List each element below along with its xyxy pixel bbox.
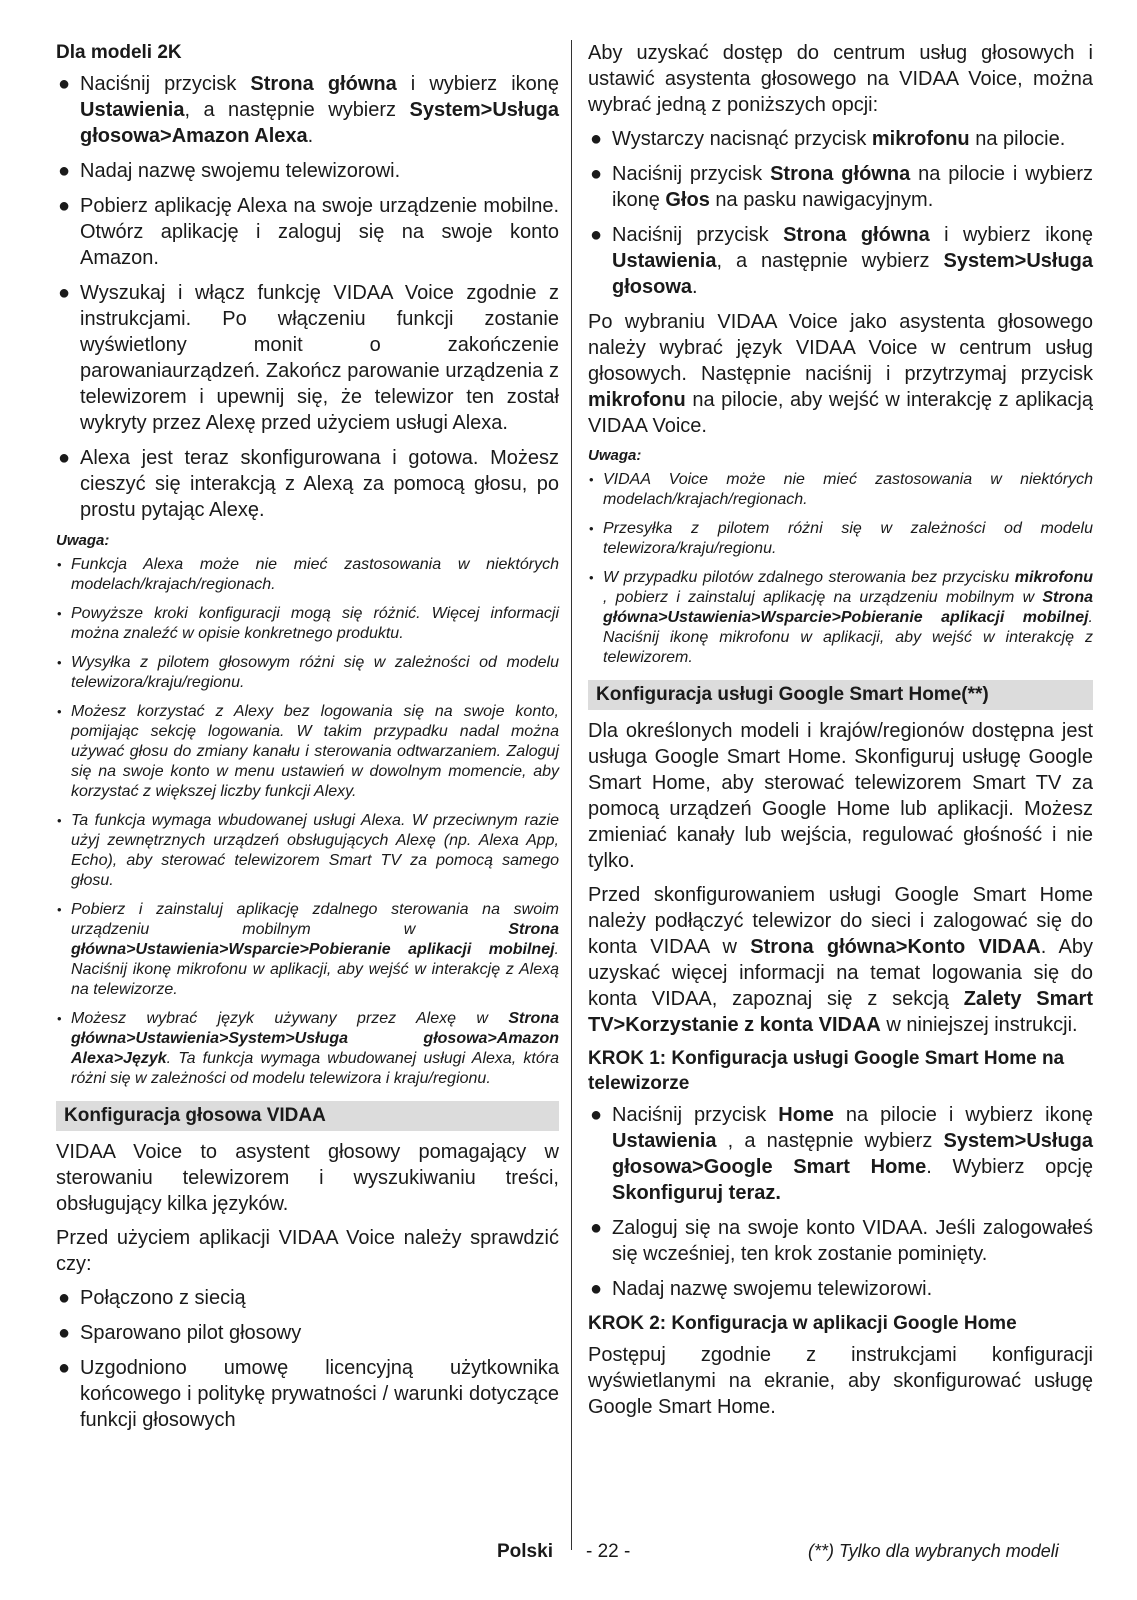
list-item: ● Wyszukaj i włącz funkcję VIDAA Voice zgodnie z instrukcjami. Po włączeniu funkcji zostanie wyświetlony monit o zakończenie parowaniaurządzeń. Zakończ parowanie urządzenia z telewizorem i upewnij się, że telewizor ten został wykryty przez Alexę przed użyciem usługi Alexa. [58, 282, 559, 434]
right-column [588, 40, 1093, 1428]
note-bullet-icon: • [57, 813, 62, 828]
list-item: ● Wystarczy nacisnąć przycisk mikrofonu na pilocie. [590, 128, 1066, 150]
list-item: ● Sparowano pilot głosowy [58, 1322, 302, 1344]
google-section-heading: Konfiguracja usługi Google Smart Home(**) [588, 680, 1093, 710]
note-bullet-icon: • [57, 655, 62, 670]
bullet-icon: ● [58, 73, 71, 95]
note-item: • Pobierz i zainstaluj aplikację zdalnego sterowania na swoim urządzeniu mobilnym w Strona główna>Ustawienia>Wsparcie>Pobieranie aplikacji mobilnej. Naciśnij ikonę mikrofonu w aplikacji, aby wejść w interakcję z Alexą na telewizorze. [57, 901, 559, 998]
list-item: ● Alexa jest teraz skonfigurowana i gotowa. Możesz cieszyć się interakcją z Alexą za pomocą głosu, po prostu pytając Alexę. [58, 447, 559, 521]
bullet-icon: ● [58, 1357, 71, 1379]
note-bullet-icon: • [57, 704, 62, 719]
google-prereq-paragraph: Przed skonfigurowaniem usługi Google Smart Home należy podłączyć telewizor do sieci i zalogować się do konta VIDAA w Strona główna>Konto VIDAA. Aby uzyskać więcej informacji na temat logowania się do konta VIDAA, zapoznaj się z sekcją Zalety Smart TV>Korzystanie z konta VIDAA w niniejszej instrukcji. [588, 884, 1093, 1036]
page-number: - 22 - [586, 1541, 631, 1562]
note-item: • Wysyłka z pilotem głosowym różni się w zależności od modelu telewizora/kraju/regionu. [57, 654, 559, 691]
footer-note: (**) Tylko dla wybranych modeli [808, 1541, 1059, 1561]
left-column [56, 40, 559, 1442]
bullet-icon: ● [590, 1104, 603, 1126]
bullet-icon: ● [590, 1278, 603, 1300]
step2-heading: KROK 2: Konfiguracja w aplikacji Google Home [588, 1313, 1017, 1334]
note-item: • Funkcja Alexa może nie mieć zastosowania w niektórych modelach/krajach/regionach. [57, 556, 559, 593]
voice-center-paragraph: Aby uzyskać dostęp do centrum usług głosowych i ustawić asystenta głosowego na VIDAA Voice, można wybrać jedną z poniższych opcji: [588, 42, 1093, 116]
list-item: ● Naciśnij przycisk Strona główna i wybierz ikonę Ustawienia, a następnie wybierz System>Usługa głosowa. [590, 224, 1094, 298]
bullet-icon: ● [58, 195, 71, 217]
list-item: ● Nadaj nazwę swojemu telewizorowi. [590, 1278, 933, 1300]
note-label: Uwaga: [588, 447, 642, 464]
bullet-icon: ● [590, 128, 603, 150]
bullet-icon: ● [590, 1217, 603, 1239]
note-item: • VIDAA Voice może nie mieć zastosowania w niektórych modelach/krajach/regionach. [589, 471, 1093, 508]
note-bullet-icon: • [589, 570, 594, 585]
vidaa-check-paragraph: Przed użyciem aplikacji VIDAA Voice należy sprawdzić czy: [56, 1227, 559, 1275]
page-footer [0, 1541, 1137, 1567]
vidaa-checklist [56, 1285, 559, 1433]
bullet-icon: ● [58, 160, 71, 182]
list-item: ● Naciśnij przycisk Strona główna na pilocie i wybierz ikonę Głos na pasku nawigacyjnym. [590, 163, 1093, 211]
alexa-notes-list [56, 555, 559, 1089]
vidaa-language-paragraph: Po wybraniu VIDAA Voice jako asystenta głosowego należy wybrać język VIDAA Voice w centrum usług głosowych. Następnie naciśnij i przytrzymaj przycisk mikrofonu na pilocie, aby wejść w interakcję z aplikacją VIDAA Voice. [588, 311, 1093, 437]
column-divider [571, 40, 572, 1550]
bullet-icon: ● [58, 1322, 71, 1344]
list-item: ● Nadaj nazwę swojemu telewizorowi. [58, 160, 401, 182]
step1-heading: KROK 1: Konfiguracja usługi Google Smart Home na telewizorze [588, 1048, 1065, 1094]
note-bullet-icon: • [57, 557, 62, 572]
note-item: • Przesyłka z pilotem różni się w zależności od modelu telewizora/kraju/regionu. [589, 520, 1093, 557]
footer-language: Polski [497, 1541, 553, 1562]
note-bullet-icon: • [589, 521, 594, 536]
note-item: • Ta funkcja wymaga wbudowanej usługi Alexa. W przeciwnym razie użyj zewnętrznych urządzeń obsługujących Alexę (np. Alexa App, Echo), aby sterować telewizorem Smart TV za pomocą samego głosu. [57, 812, 559, 889]
bullet-icon: ● [590, 163, 603, 185]
list-item: ● Uzgodniono umowę licencyjną użytkownika końcowego i politykę prywatności / warunki dotyczące funkcji głosowych [58, 1357, 559, 1431]
note-label: Uwaga: [56, 532, 110, 549]
note-item: • Możesz wybrać język używany przez Alexę w Strona główna>Ustawienia>System>Usługa głosowa>Amazon Alexa>Język. Ta funkcja wymaga wbudowanej usługi Alexa, która różni się w zależności od modelu telewizora i kraju/regionu. [57, 1010, 559, 1087]
heading-2k-models: Dla modeli 2K [56, 42, 182, 63]
vidaa-notes-list [588, 470, 1093, 668]
step1-list [588, 1102, 1093, 1302]
vidaa-intro-paragraph: VIDAA Voice to asystent głosowy pomagający w sterowaniu telewizorem i wyszukiwaniu treści, obsługujący kilka języków. [56, 1141, 559, 1215]
step2-paragraph: Postępuj zgodnie z instrukcjami konfiguracji wyświetlanymi na ekranie, aby skonfigurować usługę Google Smart Home. [588, 1344, 1093, 1418]
note-item: • Możesz korzystać z Alexy bez logowania się na swoje konto, pomijając sekcję logowania. W takim przypadku nadal można używać głosu do zmiany kanału i sterowania odtwarzaniem. Zaloguj się na swoje konto w menu ustawień w dowolnym momencie, aby korzystać z większej liczby funkcji Alexy. [57, 703, 559, 800]
bullet-icon: ● [590, 224, 603, 246]
bullet-icon: ● [58, 447, 71, 469]
list-item: ● Naciśnij przycisk Home na pilocie i wybierz ikonę Ustawienia , a następnie wybierz System>Usługa głosowa>Google Smart Home. Wybierz opcję Skonfiguruj teraz. [590, 1104, 1093, 1204]
note-bullet-icon: • [589, 472, 594, 487]
note-bullet-icon: • [57, 1011, 62, 1026]
note-bullet-icon: • [57, 606, 62, 621]
list-item: ● Naciśnij przycisk Strona główna i wybierz ikonę Ustawienia, a następnie wybierz System>Usługa głosowa>Amazon Alexa. [58, 73, 560, 147]
list-item: ● Pobierz aplikację Alexa na swoje urządzenie mobilne. Otwórz aplikację i zaloguj się na swoje konto Amazon. [58, 195, 559, 269]
note-item: • W przypadku pilotów zdalnego sterowania bez przycisku mikrofonu , pobierz i zainstaluj aplikację na urządzeniu mobilnym w Strona główna>Ustawienia>Wsparcie>Pobieranie aplikacji mobilnej. Naciśnij ikonę mikrofonu w aplikacji, aby wejść w interakcję z telewizorem. [589, 569, 1093, 666]
voice-options-list [588, 126, 1093, 300]
bullet-icon: ● [58, 1287, 71, 1309]
list-item: ● Połączono z siecią [58, 1287, 246, 1309]
alexa-steps-list [56, 71, 559, 523]
vidaa-section-heading: Konfiguracja głosowa VIDAA [56, 1101, 559, 1131]
note-item: • Powyższe kroki konfiguracji mogą się różnić. Więcej informacji można znaleźć w opisie konkretnego produktu. [57, 605, 559, 642]
google-intro-paragraph: Dla określonych modeli i krajów/regionów dostępna jest usługa Google Smart Home. Skonfiguruj usługę Google Smart Home, aby sterować telewizorem Smart TV za pomocą urządzeń Google Home lub aplikacji. Możesz zmieniać kanały lub wejścia, regulować głośność i nie tylko. [588, 720, 1093, 872]
note-bullet-icon: • [57, 902, 62, 917]
list-item: ● Zaloguj się na swoje konto VIDAA. Jeśli zalogowałeś się wcześniej, ten krok zostanie pominięty. [590, 1217, 1093, 1265]
bullet-icon: ● [58, 282, 71, 304]
